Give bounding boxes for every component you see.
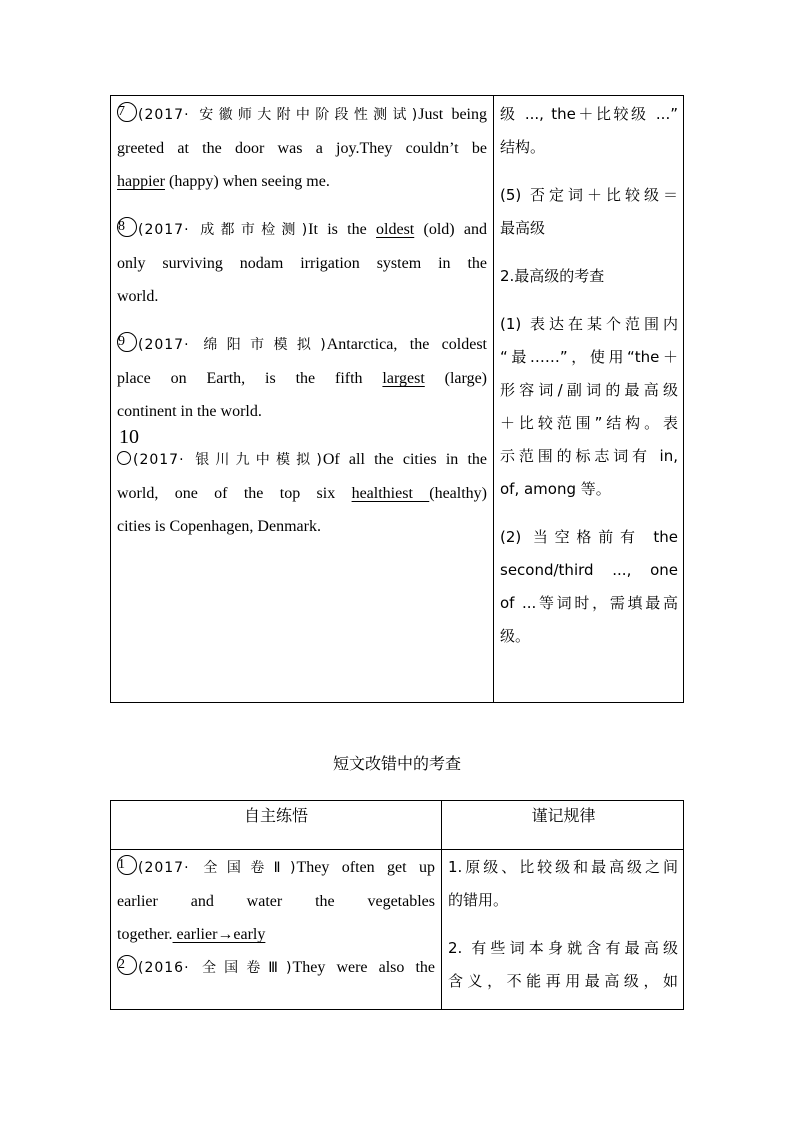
column-header-practice: 自主练悟 <box>243 806 308 825</box>
item-8-line-1: 8 (2017· 成都市检测)It is the oldest (old) and <box>118 219 488 238</box>
rule-line: ＋比较范围”结构。表 <box>500 414 678 432</box>
item-9-line-3: continent in the world. <box>117 403 262 420</box>
item-source: (2017· 全国卷Ⅱ) <box>138 860 297 876</box>
item-number: 10 <box>119 426 139 448</box>
circled-number: 2 <box>117 955 137 975</box>
column-divider <box>493 96 494 702</box>
rule-line: of, among 等。 <box>500 480 611 498</box>
circled-number: 9 <box>117 332 137 352</box>
item-7-line-1: 7 (2017· 安徽师大附中阶段性测试)Just being <box>118 104 487 123</box>
answer: oldest <box>376 221 415 238</box>
error-correction-table <box>110 800 684 1010</box>
section-heading: 短文改错中的考查 <box>332 754 461 773</box>
item-9-line-2: place on Earth, is the fifth largest (large) <box>117 370 487 387</box>
rule-line: (5) 否定词＋比较级＝ <box>500 186 678 204</box>
item-10-line-3: cities is Copenhagen, Denmark. <box>117 518 321 535</box>
item-1-line-1: 1 (2017· 全国卷Ⅱ)They often get up <box>118 857 436 876</box>
rule-line: of ...等词时，需填最高 <box>500 594 678 612</box>
rule-heading: 2.最高级的考查 <box>500 267 605 285</box>
item-source: (2017· 绵阳市模拟) <box>138 337 327 353</box>
practice-column <box>117 98 487 543</box>
rule-line: 级 ..., the＋比较级 ...” <box>500 105 678 123</box>
answer: largest <box>382 370 425 387</box>
answer: earlier→early <box>172 926 266 943</box>
rules-column <box>448 851 678 998</box>
item-2-line-1: 2 (2016· 全国卷Ⅲ)They were also the <box>118 957 436 976</box>
rule-line: “最……”，使用“the＋ <box>500 348 678 366</box>
item-source: (2017· 成都市检测) <box>138 222 309 238</box>
item-10-line-1: 10 (2017· 银川九中模拟)Of all the cities in the <box>117 443 487 477</box>
grammar-table-top <box>110 95 684 703</box>
item-8-line-3: world. <box>117 288 159 305</box>
item-source: (2016· 全国卷Ⅲ) <box>138 960 293 976</box>
header-divider <box>111 849 683 850</box>
rule-line: 示范围的标志词有 in, <box>500 447 678 465</box>
circled-number: 7 <box>117 102 137 122</box>
answer: healthiest <box>351 485 430 502</box>
rule-line: 1.原级、比较级和最高级之间 <box>448 858 678 876</box>
column-header-rules: 谨记规律 <box>531 806 596 825</box>
rule-line: (2) 当空格前有 the <box>500 528 678 546</box>
answer: happier <box>117 173 165 190</box>
item-source: (2017· 安徽师大附中阶段性测试) <box>138 107 419 123</box>
practice-column <box>117 851 435 985</box>
circled-number: 1 <box>117 855 137 875</box>
rules-column <box>500 98 678 653</box>
item-9-line-1: 9 (2017· 绵阳市模拟)Antarctica, the coldest <box>118 334 488 353</box>
item-1-line-3: together. earlier→early <box>117 926 266 943</box>
rule-line: 的错用。 <box>448 891 509 909</box>
rule-line: 形容词/副词的最高级 <box>500 381 678 399</box>
item-1-line-2: earlier and water the vegetables <box>117 893 435 910</box>
column-divider <box>441 801 442 1009</box>
rule-line: (1) 表达在某个范围内 <box>500 315 678 333</box>
rule-line: 级。 <box>500 627 531 645</box>
rule-line: second/third ..., one <box>500 561 678 579</box>
item-10-line-2: world, one of the top six healthiest (healthy) <box>117 485 487 502</box>
rule-line: 含义，不能再用最高级，如 <box>448 972 678 990</box>
item-7-line-3: happier (happy) when seeing me. <box>117 173 330 190</box>
item-7-line-2: greeted at the door was a joy.They couldn’t be <box>117 140 487 157</box>
item-source: (2017· 银川九中模拟) <box>133 452 323 468</box>
rule-line: 2. 有些词本身就含有最高级 <box>448 939 678 957</box>
item-8-line-2: only surviving nodam irrigation system in the <box>117 255 487 272</box>
rule-line: 最高级 <box>500 219 546 237</box>
circled-number: 8 <box>117 217 137 237</box>
rule-line: 结构。 <box>500 138 546 156</box>
